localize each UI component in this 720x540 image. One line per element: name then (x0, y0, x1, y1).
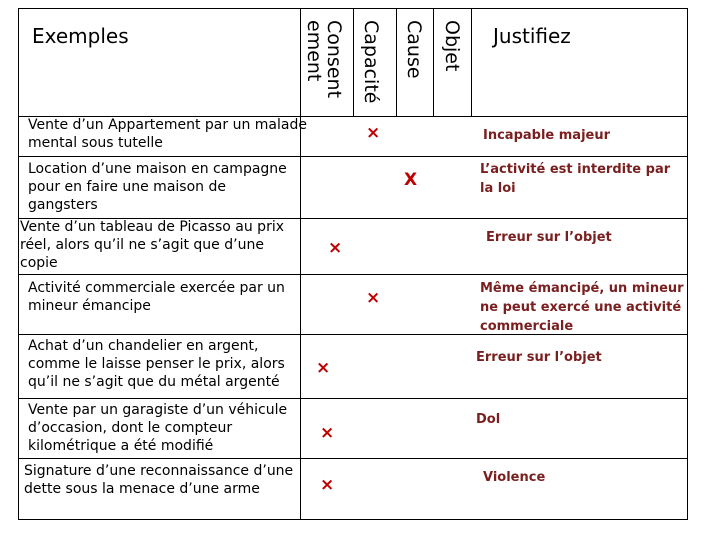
cross-mark: × (320, 423, 335, 443)
column-divider (353, 8, 354, 116)
example-text: Location d’une maison en campagne pour en faire une maison de gangsters (28, 161, 287, 213)
cross-mark: × (320, 475, 335, 495)
cross-mark: × (328, 238, 343, 258)
header-examples: Exemples (32, 24, 129, 48)
justification-text: L’activité est interdite par la loi (480, 162, 671, 196)
header-justify: Justifiez (493, 24, 571, 48)
example-text: Vente par un garagiste d’un véhicule d’occasion, dont le compteur kilométrique a été modifié (28, 402, 288, 454)
example-text: Vente d’un tableau de Picasso au prix réel, alors qu’il ne s’agit que d’une copie (20, 219, 284, 271)
justification-text: Violence (483, 470, 546, 485)
column-divider (396, 8, 397, 116)
column-divider (433, 8, 434, 116)
header-capacity: Capacité (360, 20, 382, 104)
header-consent: Consent ement (303, 20, 345, 99)
justification-text: Même émancipé, un mineur ne peut exercé une activité commerciale (480, 281, 684, 334)
justification-text: Dol (476, 412, 501, 427)
row-divider (18, 458, 688, 459)
justification-text: Incapable majeur (483, 128, 611, 143)
header-cause: Cause (403, 20, 425, 79)
example-text: Activité commerciale exercée par un mineur émancipe (28, 280, 285, 314)
column-divider (300, 8, 301, 520)
cross-mark: × (366, 288, 381, 308)
example-text: Signature d’une reconnaissance d’une dette sous la menace d’une arme (24, 463, 294, 497)
example-text: Achat d’un chandelier en argent, comme le laisse penser le prix, alors qu’il ne s’agit que du métal argenté (28, 338, 285, 390)
justification-text: Erreur sur l’objet (476, 350, 602, 365)
cross-mark: × (316, 358, 331, 378)
cross-mark: X (404, 170, 418, 190)
cross-mark: × (366, 123, 381, 143)
example-text: Vente d’un Appartement par un malade mental sous tutelle (28, 117, 307, 151)
header-object: Objet (441, 20, 463, 72)
row-divider (18, 274, 688, 275)
justification-text: Erreur sur l’objet (486, 230, 612, 245)
row-divider (18, 398, 688, 399)
column-divider (471, 8, 472, 116)
row-divider (18, 156, 688, 157)
